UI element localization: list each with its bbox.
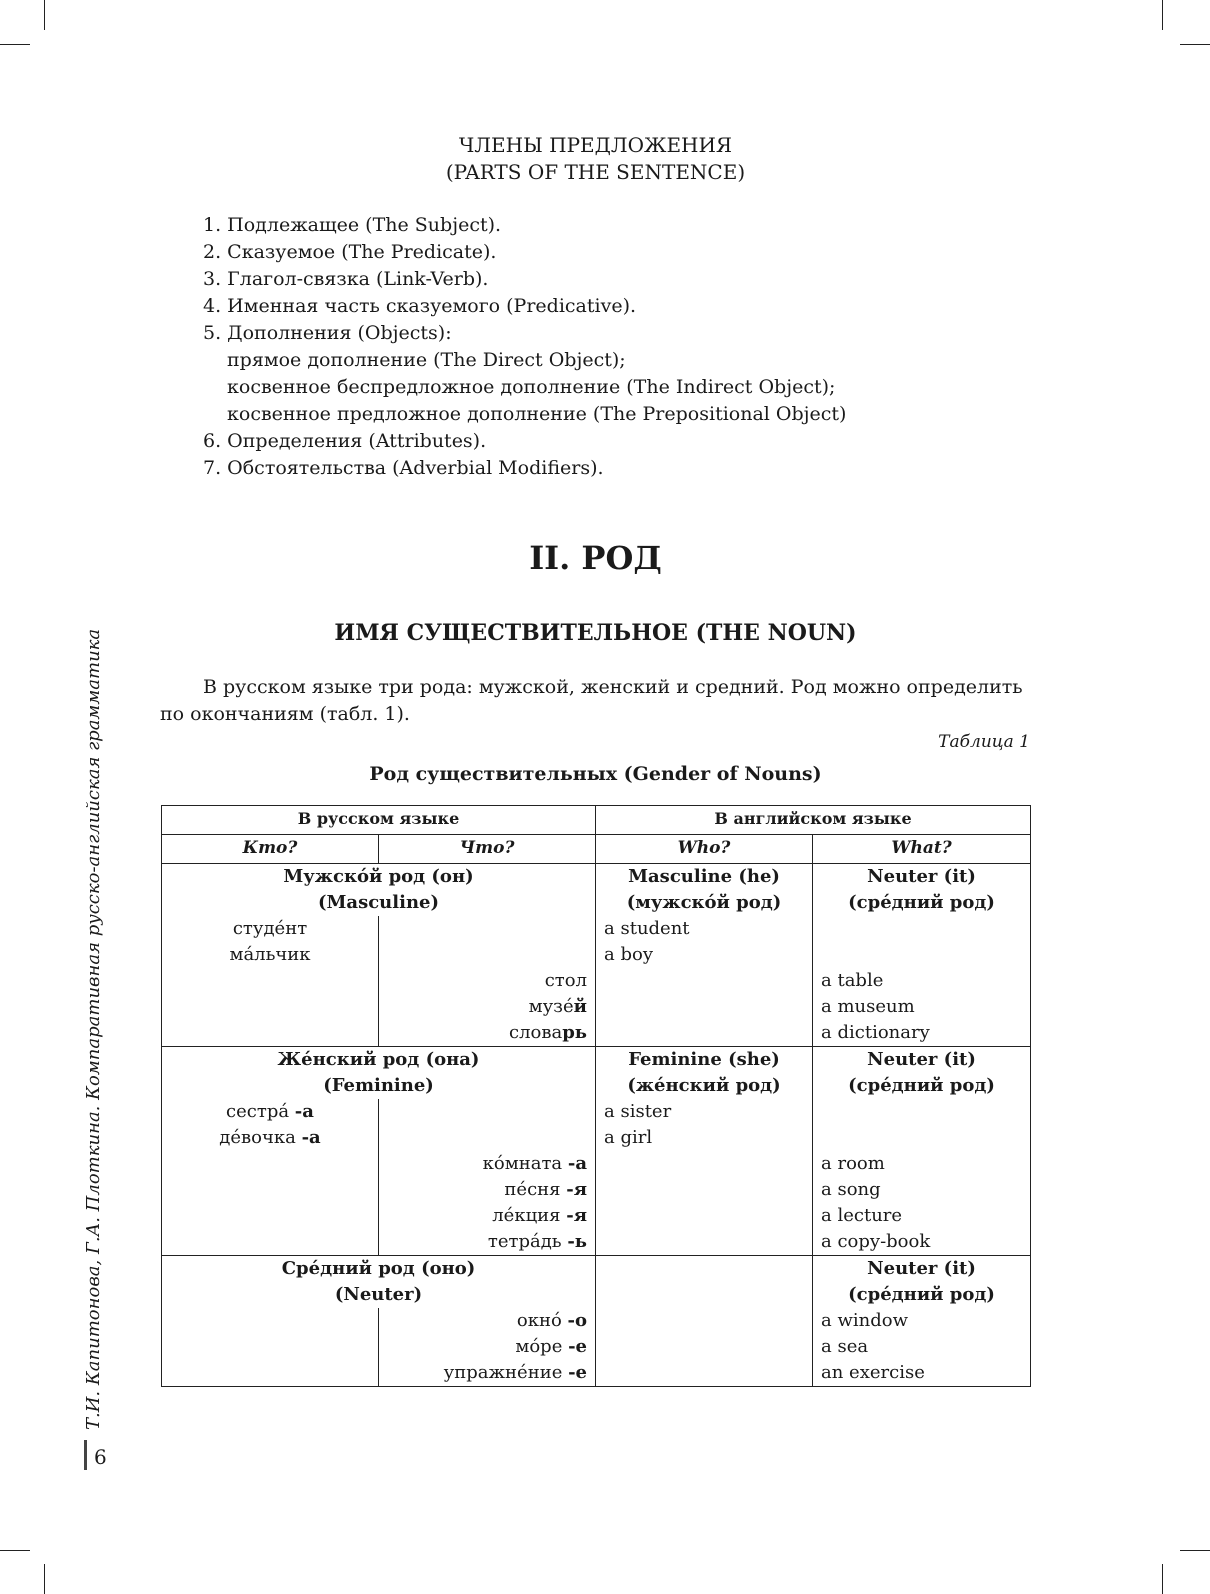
spine-text: Т.И. Капитонова, Г.А. Плоткина. Компаративная русско-английская грамматика: [83, 628, 104, 1430]
neuter-what-heading: [813, 1256, 1031, 1309]
table-number: Таблица 1: [938, 732, 1030, 752]
neuter-what-sub: (сре́дний род): [848, 1284, 995, 1305]
masculine-what-sub: (сре́дний род): [848, 892, 995, 913]
word: [170, 916, 370, 942]
list-item: 3. Глагол-связка (Link-Verb).: [203, 268, 489, 290]
header-russian: В русском языке: [162, 806, 596, 835]
feminine-ru-label: Же́нский род (она): [277, 1049, 480, 1070]
feminine-en-label: (Feminine): [323, 1075, 434, 1096]
word-ending: й: [573, 996, 588, 1017]
feminine-who-label: Feminine (she): [628, 1049, 780, 1070]
header-english: В английском языке: [596, 806, 1031, 835]
header-chto: Что?: [379, 835, 596, 864]
word-stem: ко́мната: [482, 1153, 568, 1174]
word-ending: -а: [294, 1101, 314, 1122]
list-item: 7. Обстоятельства (Adverbial Modifiers).: [203, 457, 604, 479]
word: a lecture: [821, 1205, 903, 1226]
header-what: What?: [813, 835, 1031, 864]
word-ending: -я: [566, 1205, 588, 1226]
parts-title-en: (PARTS OF THE SENTENCE): [445, 160, 746, 184]
neuter-kto-cell: [162, 1308, 379, 1387]
word: a museum: [821, 996, 915, 1017]
word-ending: -ь: [567, 1231, 588, 1252]
masculine-chto-cell: [379, 916, 596, 1047]
word-ending: -а: [301, 1127, 321, 1148]
parts-title-ru: ЧЛЕНЫ ПРЕДЛОЖЕНИЯ: [458, 133, 733, 157]
crop-mark: [1180, 1550, 1210, 1551]
masculine-who-heading: [596, 864, 813, 917]
word: a room: [821, 1153, 885, 1174]
page-number: 6: [94, 1445, 107, 1469]
masculine-heading: [162, 864, 596, 917]
list-item: 2. Сказуемое (The Predicate).: [203, 241, 497, 263]
neuter-ru-label: Сре́дний род (оно): [281, 1258, 476, 1279]
word: a dictionary: [821, 1022, 930, 1043]
masculine-what-cell: [813, 916, 1031, 1047]
word: [387, 1360, 587, 1386]
masculine-kto-cell: [162, 916, 379, 1047]
masculine-who-label: Masculine (he): [628, 866, 780, 887]
word: a girl: [604, 1127, 653, 1148]
page-number-rule: [84, 1440, 87, 1470]
feminine-what-cell: [813, 1099, 1031, 1256]
word-ending: -о: [567, 1310, 588, 1331]
word: [387, 1177, 587, 1203]
word: [387, 1229, 587, 1255]
word-stem: де́вочка: [219, 1127, 302, 1148]
list-item: 6. Определения (Attributes).: [203, 430, 487, 452]
word: [387, 1308, 587, 1334]
crop-mark: [1180, 44, 1210, 45]
word: an exercise: [821, 1362, 925, 1383]
table-title: Род существительных (Gender of Nouns): [369, 763, 822, 785]
word-stem: студе́нт: [232, 918, 308, 939]
word-stem: тетра́дь: [487, 1231, 568, 1252]
neuter-what-cell: [813, 1308, 1031, 1387]
word-stem: мо́ре: [515, 1336, 569, 1357]
neuter-what-label: Neuter (it): [867, 1258, 976, 1279]
word-ending: -я: [566, 1179, 588, 1200]
intro-paragraph: В русском языке три рода: мужской, женский и средний. Род можно определить по окончаниям (табл. 1).: [160, 676, 1023, 725]
section-heading: ИМЯ СУЩЕСТВИТЕЛЬНОЕ (THE NOUN): [334, 620, 857, 646]
word-stem: музе́: [528, 996, 574, 1017]
masculine-ru-label: Мужско́й род (он): [283, 866, 474, 887]
word: [170, 1125, 370, 1151]
crop-mark: [0, 1550, 30, 1551]
list-subitem: прямое дополнение (The Direct Object);: [227, 349, 626, 371]
feminine-kto-cell: [162, 1099, 379, 1256]
masculine-what-heading: [813, 864, 1031, 917]
word-stem: сестра́: [226, 1101, 295, 1122]
crop-mark: [1162, 1564, 1163, 1594]
chapter-heading: II. РОД: [529, 539, 662, 577]
feminine-heading: [162, 1047, 596, 1100]
word: a copy-book: [821, 1231, 931, 1252]
gender-table: [161, 805, 1031, 1387]
word: [387, 1151, 587, 1177]
word: a table: [821, 970, 884, 991]
neuter-chto-cell: [379, 1308, 596, 1387]
word-stem: ма́льчик: [229, 944, 311, 965]
word-stem: стол: [544, 970, 588, 991]
masculine-who-sub: (мужско́й род): [626, 892, 782, 913]
neuter-heading: [162, 1256, 596, 1309]
crop-mark: [0, 44, 30, 45]
feminine-who-sub: (же́нский род): [627, 1075, 781, 1096]
word: словарь: [508, 1022, 588, 1043]
crop-mark: [44, 0, 45, 30]
list-subitem: косвенное предложное дополнение (The Prepositional Object): [227, 403, 847, 425]
header-who: Who?: [596, 835, 813, 864]
word: a sister: [604, 1101, 672, 1122]
list-item: 5. Дополнения (Objects):: [203, 322, 452, 344]
word: a window: [821, 1310, 908, 1331]
parts-list: [203, 212, 846, 482]
word: [170, 1099, 370, 1125]
crop-mark: [1162, 0, 1163, 30]
masculine-who-cell: [596, 916, 813, 1047]
feminine-who-cell: [596, 1099, 813, 1256]
neuter-en-label: (Neuter): [334, 1284, 423, 1305]
list-item: 4. Именная часть сказуемого (Predicative).: [203, 295, 637, 317]
word: [170, 942, 370, 968]
word-ending: -е: [568, 1362, 588, 1383]
word: [387, 968, 587, 994]
word: a student: [604, 918, 690, 939]
parts-title: [160, 132, 1031, 186]
crop-mark: [44, 1564, 45, 1594]
list-subitem: косвенное беспредложное дополнение (The Indirect Object);: [227, 376, 836, 398]
word-stem: упражне́ние: [443, 1362, 569, 1383]
word: [387, 994, 587, 1020]
word-ending: -е: [568, 1336, 588, 1357]
masculine-what-label: Neuter (it): [867, 866, 976, 887]
word-stem: окно́: [516, 1310, 568, 1331]
feminine-chto-cell: [379, 1099, 596, 1256]
masculine-en-label: (Masculine): [317, 892, 440, 913]
word: a boy: [604, 944, 653, 965]
word: a song: [821, 1179, 881, 1200]
feminine-what-heading: [813, 1047, 1031, 1100]
feminine-who-heading: [596, 1047, 813, 1100]
word: a sea: [821, 1336, 869, 1357]
list-item: 1. Подлежащее (The Subject).: [203, 214, 502, 236]
feminine-what-sub: (сре́дний род): [848, 1075, 995, 1096]
word-stem: пе́сня: [504, 1179, 567, 1200]
header-kto: Кто?: [162, 835, 379, 864]
word: [387, 1334, 587, 1360]
neuter-who-cell: [596, 1256, 813, 1387]
word-stem: ле́кция: [492, 1205, 567, 1226]
feminine-what-label: Neuter (it): [867, 1049, 976, 1070]
word-ending: -а: [567, 1153, 588, 1174]
word: [387, 1203, 587, 1229]
